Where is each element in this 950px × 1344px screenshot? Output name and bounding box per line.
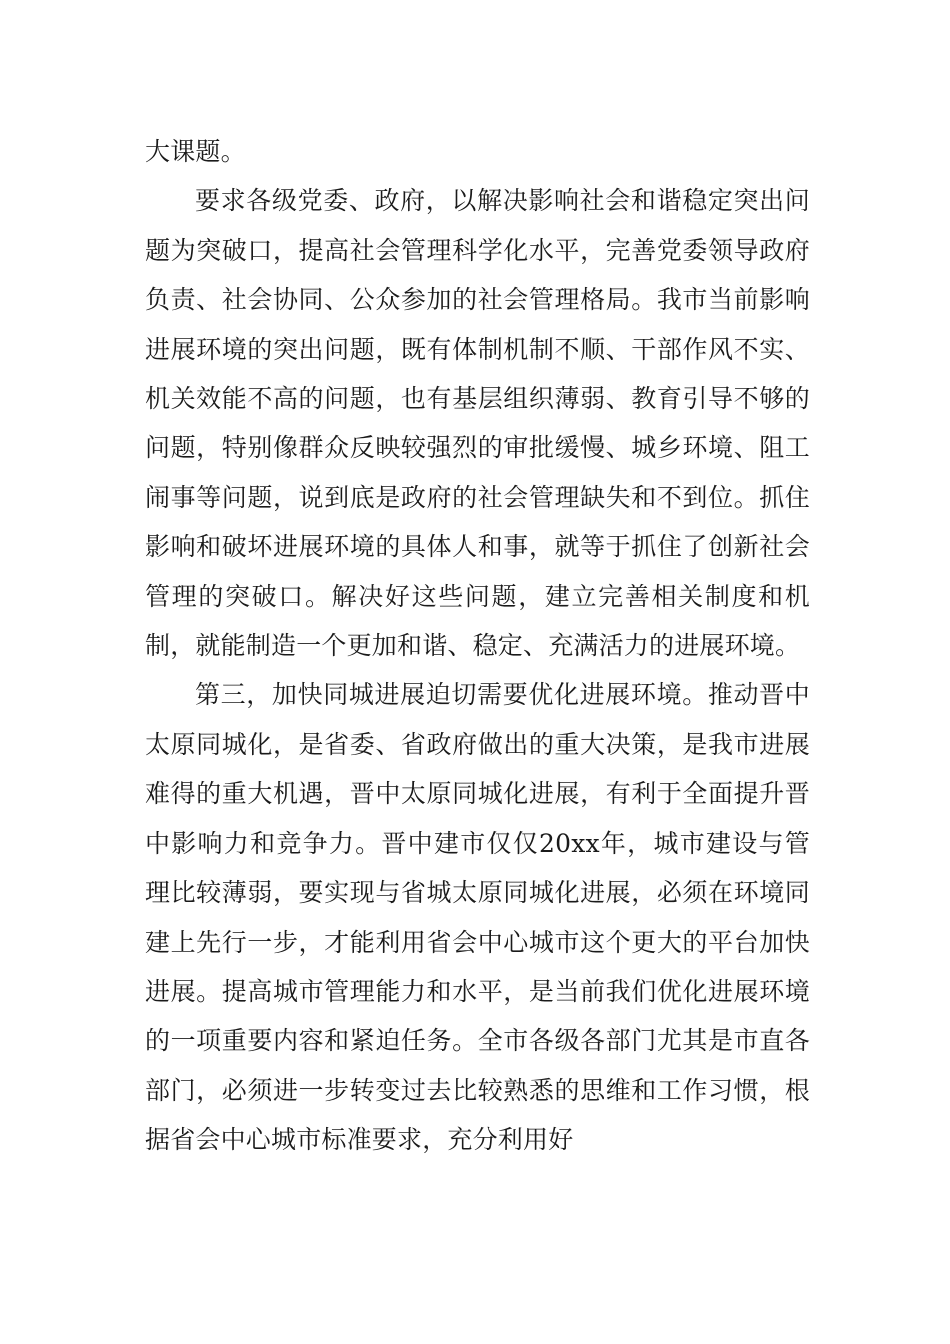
paragraph-3: 第三，加快同城进展迫切需要优化进展环境。推动晋中太原同城化，是省委、省政府做出的重大决策，是我市进展难得的重大机遇，晋中太原同城化进展，有利于全面提升晋中影响力和竞争力。晋中建市仅仅20xx年，城市建设与管理比较薄弱，要实现与省城太原同城化进展，必须在环境同建上先行一步，才能利用省会中心城市这个更大的平台加快进展。提高城市管理能力和水平，是当前我们优化进展环境的一项重要内容和紧迫任务。全市各级各部门尤其是市直各部门，必须进一步转变过去比较熟悉的思维和工作习惯，根据省会中心城市标准要求，充分利用好 [145,680,810,1155]
paragraph-1: 大课题。 [145,137,246,166]
body-text [145,127,810,1165]
paragraph-2: 要求各级党委、政府，以解决影响社会和谐稳定突出问题为突破口，提高社会管理科学化水平，完善党委领导政府负责、社会协同、公众参加的社会管理格局。我市当前影响进展环境的突出问题，既有体制机制不顺、干部作风不实、机关效能不高的问题，也有基层组织薄弱、教育引导不够的问题，特别像群众反映较强烈的审批缓慢、城乡环境、阻工闹事等问题，说到底是政府的社会管理缺失和不到位。抓住影响和破坏进展环境的具体人和事，就等于抓住了创新社会管理的突破口。解决好这些问题，建立完善相关制度和机制，就能制造一个更加和谐、稳定、充满活力的进展环境。 [145,186,810,661]
